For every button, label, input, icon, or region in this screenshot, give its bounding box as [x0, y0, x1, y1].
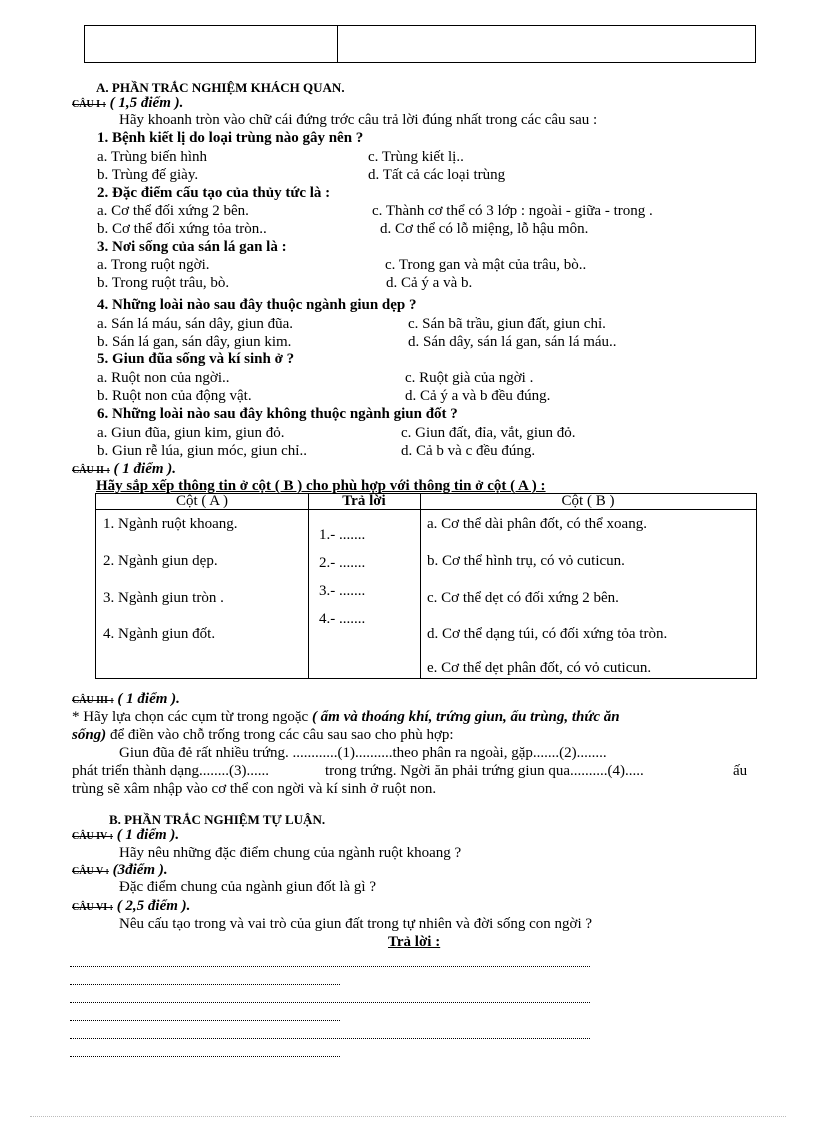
- q1-item4-option-a: a. Sán lá máu, sán dây, giun đũa.: [97, 316, 294, 332]
- q1-item1-question: 1. Bệnh kiết lị do loại trùng nào gây nên ?: [97, 130, 364, 146]
- q3-line3: trùng sẽ xâm nhập vào cơ thể con ngời và kí sinh ở ruột non.: [72, 781, 437, 797]
- q1-item1-option-c: c. Trùng kiết lị..: [368, 149, 464, 165]
- q3-line1: Giun đũa đẻ rất nhiều trứng. ............(1)..........theo phân ra ngoài, gặp.......(2)........: [119, 745, 607, 761]
- q1-item5-option-a: a. Ruột non của ngời..: [97, 370, 230, 386]
- q6-text: Nêu cấu tạo trong và vai trò của giun đất trong tự nhiên và đời sống con ngời ?: [119, 916, 593, 932]
- col-a-item-4: 4. Ngành giun đốt.: [103, 626, 216, 642]
- q1-item3-question: 3. Nơi sống của sán lá gan là :: [97, 239, 287, 255]
- col-b-item-d: d. Cơ thể dạng túi, có đối xứng tỏa tròn.: [427, 626, 668, 642]
- q1-item6-option-a: a. Giun đũa, giun kim, giun đỏ.: [97, 425, 285, 441]
- q5-header: [72, 862, 168, 880]
- answer-slot-2[interactable]: 2.- .......: [319, 555, 366, 571]
- q4-points: ( 1 điểm ).: [116, 827, 180, 843]
- header-table: [84, 25, 756, 63]
- q1-item3-option-d: d. Cả ý a và b.: [386, 275, 473, 291]
- q1-item4-question: 4. Những loài nào sau đây thuộc ngành giun dẹp ?: [97, 297, 417, 313]
- q3-label: CÂU III :: [72, 695, 114, 706]
- col-b-item-c: c. Cơ thể dẹt có đối xứng 2 bên.: [427, 590, 619, 606]
- q3-points: ( 1 điểm ).: [117, 691, 180, 707]
- q1-item2-option-d: d. Cơ thể có lỗ miệng, lỗ hậu môn.: [380, 221, 589, 237]
- q2-label: CÂU II :: [72, 465, 110, 476]
- answer-line[interactable]: [70, 1056, 340, 1057]
- section-a-title: A. PHẦN TRẮC NGHIỆM KHÁCH QUAN.: [96, 80, 345, 95]
- q3-header: [72, 691, 180, 709]
- col-a-header: Cột ( A ): [175, 493, 229, 509]
- q3-line2a: phát triển thành dạng........(3)......: [72, 763, 270, 779]
- q2-instruction: Hãy sắp xếp thông tin ở cột ( B ) cho phù hợp với thông tin ở cột ( A ) :: [96, 478, 546, 494]
- q1-item4-option-b: b. Sán lá gan, sán dây, giun kim.: [97, 334, 292, 350]
- page-footer-divider: [30, 1116, 786, 1117]
- q3-line2c: ấu: [733, 763, 748, 779]
- matching-table: [95, 493, 757, 679]
- q5-label: CÂU V :: [72, 866, 109, 877]
- col-a-item-2: 2. Ngành giun dẹp.: [103, 553, 218, 569]
- q6-header: [72, 898, 190, 916]
- q4-label: CÂU IV :: [72, 831, 113, 842]
- q1-item5-option-b: b. Ruột non của động vật.: [97, 388, 252, 404]
- answer-line[interactable]: [70, 1020, 340, 1021]
- q1-item2-question: 2. Đặc điểm cấu tạo của thủy tức là :: [97, 185, 331, 201]
- q1-item6-option-d: d. Cả b và c đều đúng.: [401, 443, 536, 459]
- q6-label: CÂU VI :: [72, 902, 113, 913]
- q4-header: [72, 827, 179, 845]
- q1-item6-question: 6. Những loài nào sau đây không thuộc ngành giun đốt ?: [97, 406, 458, 422]
- answer-slot-3[interactable]: 3.- .......: [319, 583, 366, 599]
- col-b-item-a: a. Cơ thể dài phân đốt, có thể xoang.: [427, 516, 647, 532]
- q1-points: ( 1,5 điểm ).: [109, 95, 184, 111]
- q1-item1-option-b: b. Trùng đế giày.: [97, 167, 199, 183]
- answer-line[interactable]: [70, 966, 590, 967]
- q5-text: Đặc điểm chung của ngành giun đốt là gì ?: [119, 879, 377, 895]
- q1-item6-option-c: c. Giun đất, đỉa, vắt, giun đỏ.: [401, 425, 576, 441]
- col-b-item-b: b. Cơ thể hình trụ, có vỏ cuticun.: [427, 553, 625, 569]
- q3-line2b: trong trứng. Ngời ăn phải trứng giun qua..........(4).....: [325, 763, 644, 779]
- q1-item3-option-c: c. Trong gan và mật của trâu, bò..: [385, 257, 587, 273]
- q1-item1-option-a: a. Trùng biến hình: [97, 149, 208, 165]
- q3-intro-line2: sống) để điền vào chỗ trống trong các câu sau sao cho phù hợp:: [72, 727, 454, 743]
- q1-item5-option-d: d. Cả ý a và b đều đúng.: [405, 388, 551, 404]
- answer-slot-1[interactable]: 1.- .......: [319, 527, 366, 543]
- q1-item2-option-c: c. Thành cơ thể có 3 lớp : ngoài - giữa - trong .: [372, 203, 653, 219]
- col-a-item-3: 3. Ngành giun tròn .: [103, 590, 224, 606]
- q1-item4-option-c: c. Sán bã trầu, giun đất, giun chỉ.: [408, 316, 606, 332]
- col-b-item-e: e. Cơ thể dẹt phân đốt, có vỏ cuticun.: [427, 660, 652, 676]
- q1-label: CÂU I :: [72, 99, 106, 110]
- answer-col-header: Trả lời: [342, 493, 386, 509]
- section-b-title: B. PHẦN TRẮC NGHIỆM TỰ LUẬN.: [109, 812, 326, 827]
- col-b-header: Cột ( B ): [561, 493, 615, 509]
- q1-instruction: Hãy khoanh tròn vào chữ cái đứng trớc câu trả lời đúng nhất trong các câu sau :: [119, 112, 598, 128]
- answer-slot-4[interactable]: 4.- .......: [319, 611, 366, 627]
- q3-intro-line1: * Hãy lựa chọn các cụm từ trong ngoặc ( ẩm và thoáng khí, trứng giun, ấu trùng, thức ăn: [72, 709, 620, 725]
- q4-text: Hãy nêu những đặc điểm chung của ngành ruột khoang ?: [119, 845, 462, 861]
- q1-item5-question: 5. Giun đũa sống và kí sinh ở ?: [97, 351, 295, 367]
- q2-points: ( 1 điểm ).: [113, 461, 177, 477]
- col-a-item-1: 1. Ngành ruột khoang.: [103, 516, 238, 532]
- answer-heading: Trả lời :: [388, 934, 441, 950]
- q1-item3-option-a: a. Trong ruột ngời.: [97, 257, 210, 273]
- q1-item3-option-b: b. Trong ruột trâu, bò.: [97, 275, 230, 291]
- q2-header: [72, 461, 176, 479]
- q3-terms: ( ẩm và thoáng khí, trứng giun, ấu trùng, thức ăn: [311, 709, 620, 725]
- answer-line[interactable]: [70, 984, 340, 985]
- q1-item1-option-d: d. Tất cả các loại trùng: [368, 167, 506, 183]
- q1-item4-option-d: d. Sán dây, sán lá gan, sán lá máu..: [408, 334, 617, 350]
- q1-item2-option-b: b. Cơ thể đối xứng tỏa tròn..: [97, 221, 267, 237]
- answer-line[interactable]: [70, 1002, 590, 1003]
- q1-header: [72, 95, 183, 113]
- answer-line[interactable]: [70, 1038, 590, 1039]
- q5-points: (3điểm ).: [112, 862, 168, 878]
- q1-item6-option-b: b. Giun rễ lúa, giun móc, giun chỉ..: [97, 443, 307, 459]
- q6-points: ( 2,5 điểm ).: [116, 898, 191, 914]
- q1-item2-option-a: a. Cơ thể đối xứng 2 bên.: [97, 203, 249, 219]
- q1-item5-option-c: c. Ruột già của ngời .: [405, 370, 534, 386]
